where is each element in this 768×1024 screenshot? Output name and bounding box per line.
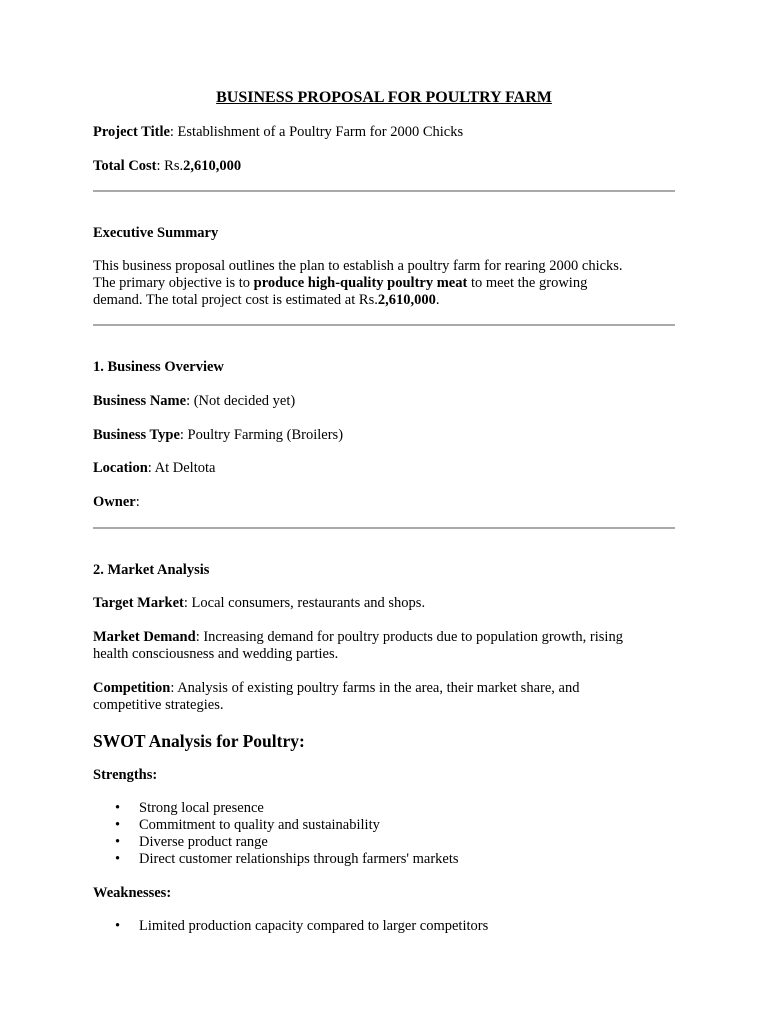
text-run: The primary objective is to (93, 275, 254, 291)
list-item-text: Diverse product range (139, 834, 268, 850)
document-title: BUSINESS PROPOSAL FOR POULTRY FARM (216, 89, 552, 106)
business-name-value: : (Not decided yet) (186, 393, 296, 409)
business-name-line (93, 393, 675, 410)
list-item (93, 851, 675, 868)
list-item (93, 918, 675, 935)
executive-summary-paragraph (93, 258, 675, 309)
owner-line (93, 494, 675, 511)
project-title-line (93, 124, 675, 141)
competition-line-2: competitive strategies. (93, 697, 224, 713)
list-item-text: Commitment to quality and sustainability (139, 817, 380, 833)
strengths-list-container (93, 800, 675, 868)
business-type-value: : Poultry Farming (Broilers) (179, 427, 344, 443)
market-analysis-heading: 2. Market Analysis (93, 562, 210, 578)
executive-summary-line-2 (93, 275, 675, 292)
weaknesses-list-container (93, 918, 675, 935)
bullet-icon: • (115, 817, 121, 833)
text-run: to meet the growing (467, 275, 588, 291)
list-item (93, 817, 675, 834)
bullet-icon: • (115, 800, 121, 816)
emphasis-text: 2,610,000 (377, 292, 436, 308)
list-item-text: Limited production capacity compared to larger competitors (139, 918, 489, 934)
weaknesses-heading: Weaknesses: (93, 885, 172, 901)
target-market-line (93, 595, 675, 612)
list-item-text: Direct customer relationships through farmers' markets (139, 851, 459, 867)
divider (93, 324, 675, 326)
text-run: demand. The total project cost is estimated at Rs. (93, 292, 378, 308)
business-overview-heading: 1. Business Overview (93, 359, 224, 375)
owner-label: Owner (93, 494, 136, 510)
text-run: . (435, 292, 440, 308)
strengths-heading: Strengths: (93, 767, 158, 783)
list-item (93, 834, 675, 851)
market-demand-label: Market Demand (93, 629, 196, 645)
location-label: Location (93, 460, 148, 476)
market-demand-line-2: health consciousness and wedding parties. (93, 646, 339, 662)
market-demand-value: : Increasing demand for poultry products due to population growth, rising (195, 629, 623, 645)
target-market-label: Target Market (93, 595, 184, 611)
project-title-label: Project Title (93, 124, 170, 140)
divider (93, 527, 675, 529)
market-demand-line-1 (93, 629, 675, 646)
total-cost-sep: : Rs. (156, 158, 184, 174)
list-item (93, 800, 675, 817)
competition-line-1 (93, 680, 675, 697)
location-line (93, 460, 675, 477)
total-cost-value: 2,610,000 (183, 158, 242, 174)
bullet-icon: • (115, 851, 121, 867)
emphasis-text: produce high-quality poultry meat (253, 275, 468, 291)
business-type-line (93, 427, 675, 444)
bullet-icon: • (115, 834, 121, 850)
owner-value: : (135, 494, 140, 510)
executive-summary-line-1: This business proposal outlines the plan to establish a poultry farm for rearing 2000 chicks. (93, 258, 623, 274)
location-value: : At Deltota (147, 460, 216, 476)
strengths-list (93, 800, 675, 868)
swot-heading: SWOT Analysis for Poultry: (93, 731, 305, 751)
total-cost-label: Total Cost (93, 158, 157, 174)
bullet-icon: • (115, 918, 121, 934)
target-market-value: : Local consumers, restaurants and shops. (183, 595, 426, 611)
total-cost-line (93, 158, 675, 175)
competition-value: : Analysis of existing poultry farms in the area, their market share, and (170, 680, 580, 696)
market-demand-paragraph (93, 629, 675, 663)
business-type-label: Business Type (93, 427, 180, 443)
executive-summary-line-3 (93, 292, 675, 309)
competition-label: Competition (93, 680, 171, 696)
divider (93, 190, 675, 192)
business-name-label: Business Name (93, 393, 187, 409)
list-item-text: Strong local presence (139, 800, 264, 816)
executive-summary-heading: Executive Summary (93, 225, 219, 241)
weaknesses-list (93, 918, 675, 935)
competition-paragraph (93, 680, 675, 714)
project-title-value: : Establishment of a Poultry Farm for 2000 Chicks (169, 124, 464, 140)
